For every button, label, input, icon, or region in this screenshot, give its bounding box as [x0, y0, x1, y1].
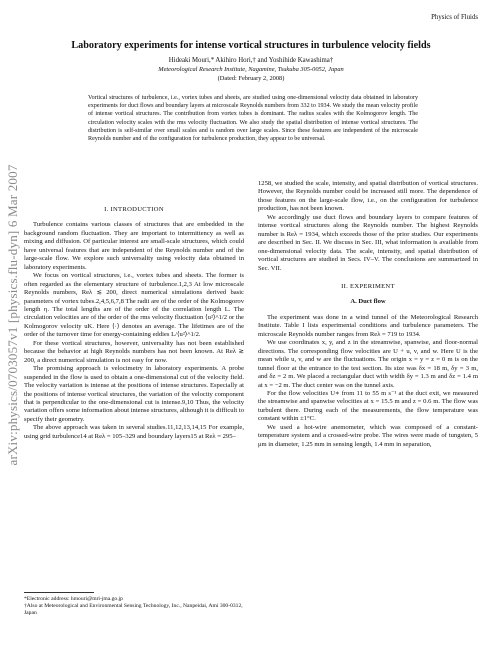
- date-line: (Dated: February 2, 2008): [217, 75, 285, 82]
- right-column: [258, 180, 478, 449]
- abstract: Vortical structures of turbulence, i.e., vortex tubes and sheets, are studied using one-dimensional velocity data obtained in laboratory experiments for duct flows and boundary layers at microscale Reynolds numbers from 332 to 1934. We study the mean velocity profile of intense vortical structures. The contribution from vortex tubes is dominant. The radius scales with the Kolmogorov length. The circulation velocity scales with the rms velocity fluctuation. We also study the spatial distribution of intense vortical structures. The distribution is self-similar over small scales and is random over large scales. Since these features are independent of the microscale Reynolds number and of the configuration for turbulence production, they appear to be universal.: [88, 95, 418, 143]
- paragraph: 1258, we studied the scale, intensity, and spatial distribution of vortical structures. However, the Reynolds number could be increased still more. The dependence of those features on the large-scale flow, i.e., on the configuration for turbulence production, has not been known.: [258, 180, 478, 213]
- footnote-affiliation: †Also at Meteorological and Environmental Sensing Technology, Inc., Nanpeidai, Ami 300-0312, Japan: [24, 603, 243, 617]
- author-list: Hideaki Mouri,* Akihiro Hori,† and Yoshihide Kawashima†: [168, 57, 334, 64]
- section-heading-experiment: II. EXPERIMENT: [341, 282, 395, 290]
- paper-title: Laboratory experiments for intense vortical structures in turbulence velocity fields: [71, 40, 431, 51]
- paragraph: For these vortical structures, however, universality has not been established because the behavior at high Reynolds numbers has not been known. At Reλ ≳ 200, a direct numerical simulation is not easy for now.: [24, 339, 244, 364]
- journal-name: Physics of Fluids: [431, 14, 478, 21]
- paragraph: For the flow velocities U∗ from 11 to 55 m s⁻¹ at the duct exit, we measured the streamwise and spanwise velocities at x = 15.5 m and z = 0.6 m. The flow was turbulent there. During each of the measurements, the flow temperature was constant within ±1°C.: [258, 389, 478, 423]
- affiliation: Meteorological Research Institute, Nagamine, Tsukuba 305-0052, Japan: [158, 66, 344, 73]
- paragraph: We use coordinates x, y, and z in the streamwise, spanwise, and floor-normal directions. The corresponding flow velocities are U + u, v, and w. Here U is the mean while u, v, and w are the fluctuations. The origin x = y = z = 0 m is on the tunnel floor at the entrance to the test section. Its size was δx = 18 m, δy = 3 m, and δz = 2 m. We placed a rectangular duct with width δy = 1.3 m and δz = 1.4 m at x = −2 m. The duct center was on the tunnel axis.: [258, 339, 478, 389]
- left-column: [24, 206, 244, 441]
- footnotes: [24, 596, 244, 618]
- paragraph: The experiment was done in a wind tunnel of the Meteorological Research Institute. Table I lists experimental conditions and turbulence parameters. The microscale Reynolds number ranges from Reλ = 719 to 1934.: [258, 313, 478, 338]
- paragraph: We used a hot-wire anemometer, which was composed of a constant-temperature system and a crossed-wire probe. The wires were made of tungsten, 5 μm in diameter, 1.25 mm in sensing length, 1.4 mm in separation,: [258, 423, 478, 448]
- paragraph: Turbulence contains various classes of structures that are embedded in the background random fluctuation. They are important to intermittency as well as mixing and diffusion. Of particular interest are small-scale structures, which could have universal features that are independent of the Reynolds number and of the large-scale flow. We explore such universality using velocity data obtained in laboratory experiments.: [24, 221, 244, 271]
- arxiv-watermark: [2, 150, 24, 480]
- paragraph: We accordingly use duct flows and boundary layers to compare features of intense vortical structures along the Reynolds number. The highest Reynolds number is Reλ = 1934, which exceeds those of the prior studies. Our experiments are described in Sec. II. We discuss in Sec. III, what information is available from one-dimensional velocity data. The scale, intensity, and spatial distribution of vortical structures are studied in Secs. IV–V. The conclusions are summarized in Sec. VII.: [258, 213, 478, 272]
- footnote-divider: [24, 592, 94, 593]
- paragraph: The promising approach is velocimetry in laboratory experiments. A probe suspended in the flow is used to obtain a one-dimensional cut of the velocity field. The velocity variation is intense at the positions of intense structures. Especially at the positions of intense vortical structures, the variation of the velocity component that is perpendicular to the one-dimensional cut is intense.9,10 Thus, the velocity variation offers some information about intense structures, although it is difficult to specify their geometry.: [24, 365, 244, 423]
- subsection-heading-duct-flow: A. Duct flow: [350, 298, 386, 306]
- footnote-email: *Electronic address: hmouri@mri-jma.go.jp: [24, 596, 123, 602]
- section-heading-introduction: I. INTRODUCTION: [104, 206, 164, 213]
- arxiv-identifier: arXiv:physics/0703057v1 [physics.flu-dyn] 6 Mar 2007: [5, 164, 20, 466]
- paragraph: The above approach was taken in several studies.11,12,13,14,15 For example, using grid turbulence14 at Reλ = 105–329 and boundary layers15 at Reλ = 295–: [24, 424, 244, 440]
- paragraph: We focus on vortical structures, i.e., vortex tubes and sheets. The former is often regarded as the elementary structure of turbulence.1,2,3 At low microscale Reynolds numbers, Reλ ≲ 200, direct numerical simulations derived basic parameters of vortex tubes.2,4,5,6,7,8 The radii are of the order of the Kolmogorov length η. The total lengths are of the order of the correlation length L. The circulation velocities are of the order of the rms velocity fluctuation ⟨u²⟩^1/2 or the Kolmogorov velocity uK. Here ⟨·⟩ denotes an average. The lifetimes are of the order of the turnover time for energy-containing eddies L/⟨u²⟩^1/2.: [24, 272, 244, 339]
